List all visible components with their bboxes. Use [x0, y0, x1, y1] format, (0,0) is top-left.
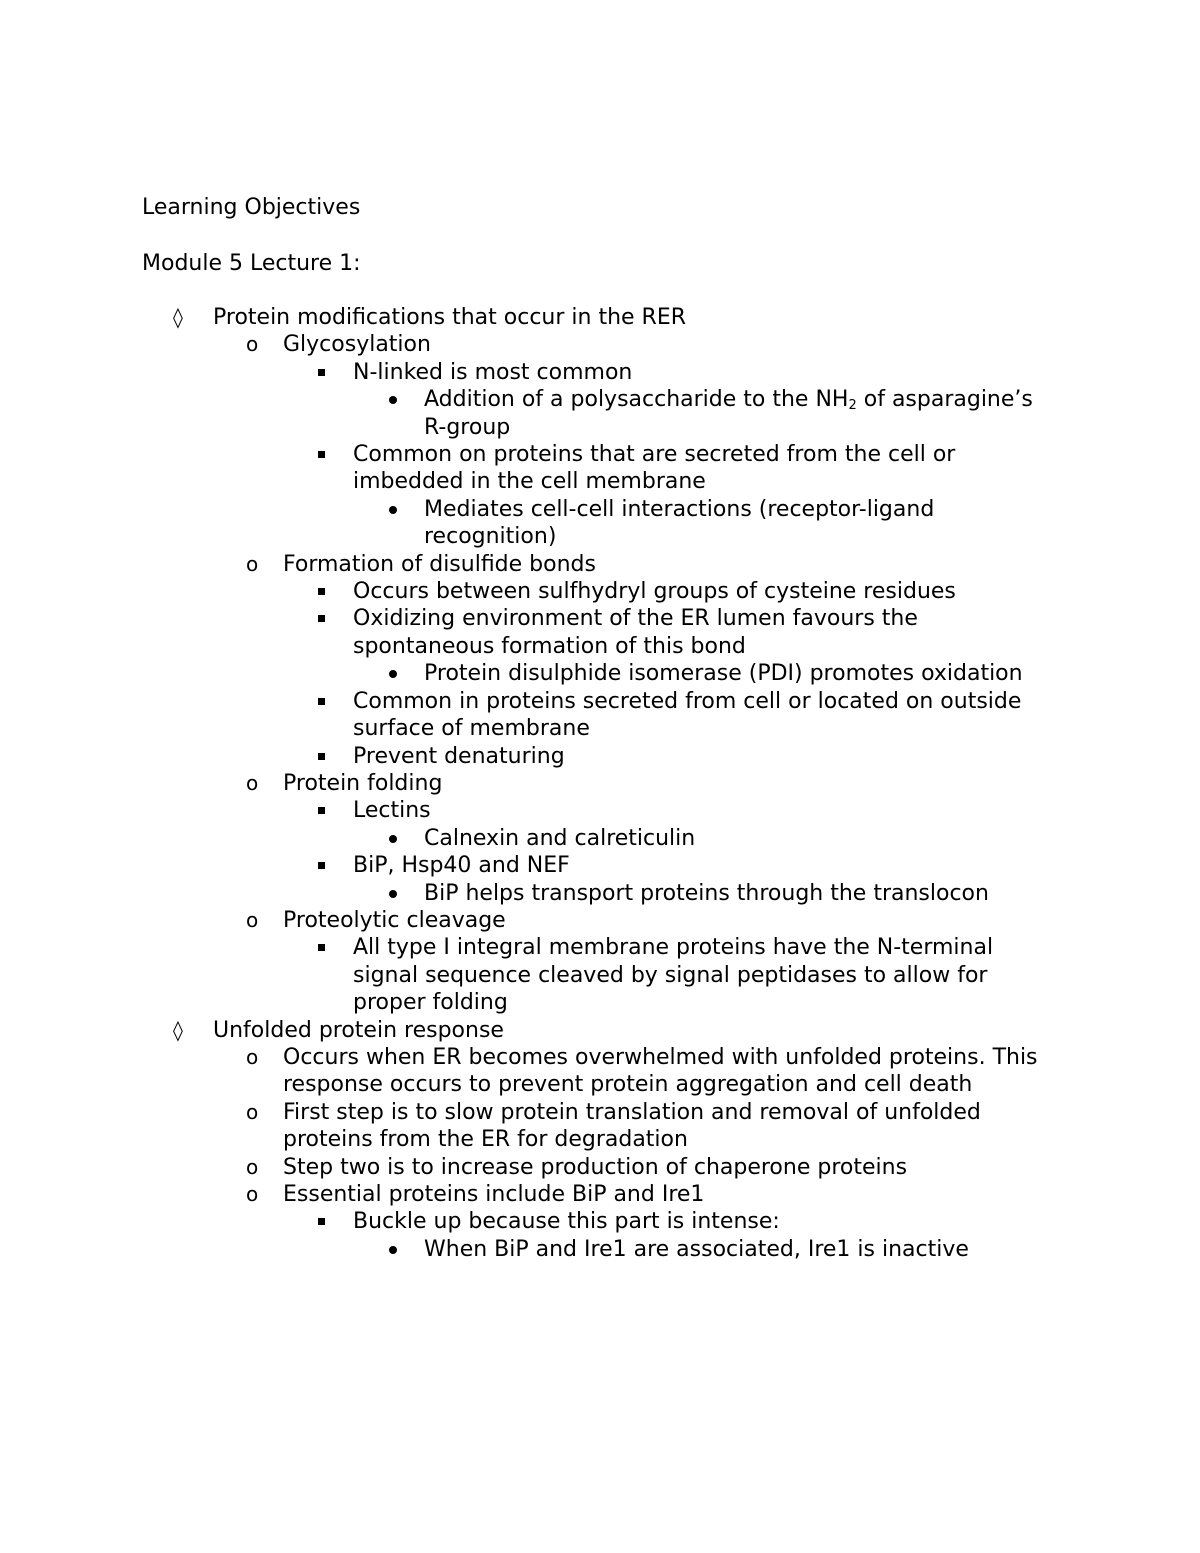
outline-item-upr	[0, 1017, 1033, 1044]
outline-item-text: BiP, Hsp40 and NEF	[353, 853, 570, 879]
outline-item-bip-ire1	[0, 1236, 1044, 1263]
outline-item-text: Protein modifications that occur in the RER	[213, 305, 687, 330]
square-bullet-icon	[318, 944, 325, 951]
circle-bullet-icon: o	[246, 770, 259, 795]
outline-list	[0, 304, 1200, 1263]
outline-item-text: Glycosylation	[283, 332, 431, 358]
document-title: Learning Objectives	[142, 195, 361, 220]
dot-bullet-icon	[389, 506, 397, 514]
outline-item-upr-essential	[0, 1181, 1043, 1208]
outline-item-proteolytic-cleavage	[0, 907, 1043, 934]
subscript-two: 2	[848, 398, 857, 414]
outline-item-upr-step2	[0, 1154, 1043, 1181]
outline-item-nlinked	[0, 359, 1043, 386]
outline-item-buckle	[0, 1208, 1043, 1235]
outline-item-text	[424, 386, 1044, 441]
outline-item-text: Unfolded protein response	[213, 1017, 504, 1043]
circle-bullet-icon: o	[246, 1182, 259, 1206]
circle-bullet-icon: o	[246, 551, 259, 576]
outline-item-text: When BiP and Ire1 are associated, Ire1 is inactive	[424, 1236, 969, 1262]
addition-text-end: of asparagine’s R-group	[424, 387, 1033, 440]
outline-item-disulfide	[0, 551, 1043, 578]
outline-item-text: Common in proteins secreted from cell or located on outside surface of membrane	[353, 688, 1022, 742]
square-bullet-icon	[318, 862, 325, 869]
square-bullet-icon	[318, 753, 325, 760]
addition-text-start: Addition of a polysaccharide to the NH	[424, 387, 849, 413]
outline-item-calnexin	[0, 825, 1044, 852]
outline-item-oxidizing	[0, 605, 1043, 660]
outline-item-pdi	[0, 660, 1044, 687]
outline-item-common-secreted	[0, 441, 1043, 496]
outline-item-addition	[0, 386, 1044, 441]
outline-item-text: Protein disulphide isomerase (PDI) promotes oxidation	[424, 661, 1023, 687]
dot-bullet-icon	[389, 670, 397, 678]
outline-item-text: All type I integral membrane proteins have the N-terminal signal sequence cleaved by signal peptidases to allow for proper folding	[353, 935, 994, 1016]
outline-item-text: N-linked is most common	[353, 359, 633, 385]
module-heading: Module 5 Lecture 1:	[142, 251, 361, 276]
circle-bullet-icon: o	[246, 907, 259, 932]
outline-item-text: BiP helps transport proteins through the translocon	[424, 880, 989, 906]
square-bullet-icon	[318, 588, 325, 595]
outline-item-bip-translocon	[0, 880, 1044, 907]
outline-item-text: Occurs when ER becomes overwhelmed with unfolded proteins. This response occurs to prevent protein aggregation and cell death	[283, 1044, 1038, 1098]
circle-bullet-icon: o	[246, 1044, 259, 1069]
dot-bullet-icon	[389, 890, 397, 898]
outline-item-occurs-sulfhydryl	[0, 578, 1043, 605]
outline-item-rer	[0, 304, 1033, 331]
outline-item-text: First step is to slow protein translation and removal of unfolded proteins from the ER for degradation	[283, 1099, 981, 1153]
outline-item-text: Common on proteins that are secreted from the cell or imbedded in the cell membrane	[353, 442, 956, 495]
outline-item-text: Formation of disulfide bonds	[283, 551, 596, 577]
dot-bullet-icon	[389, 396, 397, 404]
outline-item-text: Proteolytic cleavage	[283, 907, 506, 933]
square-bullet-icon	[318, 451, 325, 458]
outline-item-common-membrane	[0, 688, 1043, 743]
outline-item-text: Mediates cell-cell interactions (receptor-ligand recognition)	[424, 496, 935, 550]
outline-item-text: Occurs between sulfhydryl groups of cysteine residues	[353, 579, 956, 605]
dot-bullet-icon	[389, 835, 397, 843]
circle-bullet-icon: o	[246, 332, 259, 357]
outline-item-lectins	[0, 797, 1043, 824]
outline-item-text: Buckle up because this part is intense:	[353, 1209, 780, 1235]
outline-item-text: Essential proteins include BiP and Ire1	[283, 1182, 705, 1207]
circle-bullet-icon: o	[246, 1154, 259, 1179]
outline-item-text: Calnexin and calreticulin	[424, 825, 696, 851]
circle-bullet-icon: o	[246, 1099, 259, 1124]
outline-item-type1	[0, 934, 1043, 1016]
square-bullet-icon	[318, 615, 325, 622]
outline-item-text: Protein folding	[283, 770, 443, 796]
outline-item-text: Prevent denaturing	[353, 743, 565, 769]
outline-item-protein-folding	[0, 770, 1043, 797]
outline-item-mediates	[0, 496, 1044, 551]
square-bullet-icon	[318, 369, 325, 376]
outline-item-prevent-denaturing	[0, 743, 1043, 770]
square-bullet-icon	[318, 1218, 325, 1225]
diamond-bullet-icon: ◊	[173, 305, 183, 329]
outline-item-text: Step two is to increase production of chaperone proteins	[283, 1154, 908, 1180]
outline-item-text: Lectins	[353, 798, 431, 824]
outline-item-text: Oxidizing environment of the ER lumen favours the spontaneous formation of this bond	[353, 606, 918, 659]
square-bullet-icon	[318, 807, 325, 814]
outline-item-upr-occurs	[0, 1044, 1043, 1099]
outline-item-glycosylation	[0, 331, 1043, 358]
outline-item-upr-first	[0, 1099, 1043, 1154]
outline-item-bip-hsp40	[0, 852, 1043, 879]
diamond-bullet-icon: ◊	[173, 1017, 183, 1042]
dot-bullet-icon	[389, 1246, 397, 1254]
square-bullet-icon	[318, 698, 325, 705]
